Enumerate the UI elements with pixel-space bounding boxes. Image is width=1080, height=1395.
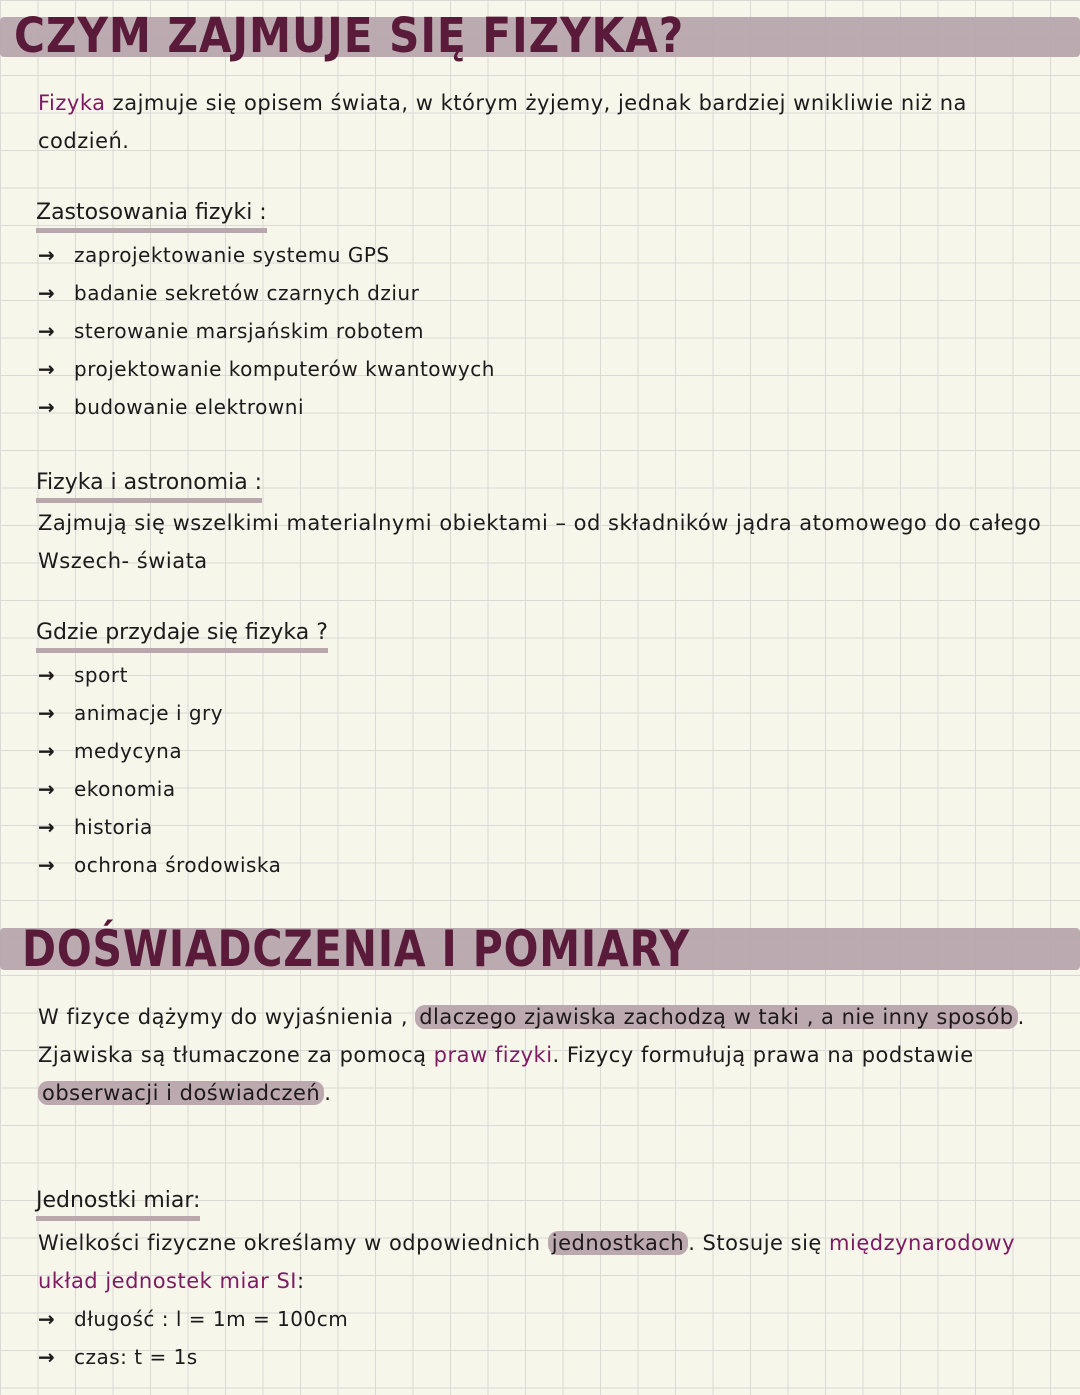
- arrow-icon: →: [38, 739, 56, 763]
- units-text: . Stosuje się: [688, 1231, 822, 1255]
- arrow-icon: →: [38, 1307, 56, 1331]
- intro-text: zajmuje się opisem świata, w którym żyjemy, jednak bardziej wnikliwie niż na codzień.: [38, 91, 967, 153]
- list-item-label: medycyna: [74, 739, 183, 763]
- list-item-label: animacje i gry: [74, 701, 224, 725]
- units-text: :: [296, 1269, 305, 1293]
- arrow-icon: →: [38, 853, 56, 877]
- arrow-icon: →: [38, 395, 56, 419]
- arrow-icon: →: [38, 1345, 56, 1369]
- experiments-paragraph: [38, 998, 1048, 1112]
- section-title: DOŚWIADCZENIA I POMIARY: [22, 920, 691, 978]
- applications-heading-label: Zastosowania fizyki :: [36, 198, 267, 233]
- units-paragraph: [38, 1224, 1048, 1300]
- units-heading-label: Jednostki miar:: [36, 1186, 200, 1221]
- units-text: Wielkości fizyczne określamy w odpowiednich: [38, 1231, 541, 1255]
- arrow-icon: →: [38, 815, 56, 839]
- list-item-label: projektowanie komputerów kwantowych: [74, 357, 495, 381]
- list-item: [38, 694, 281, 732]
- list-item-label: zaprojektowanie systemu GPS: [74, 243, 390, 267]
- intro-paragraph: [38, 84, 1048, 160]
- term-fizyka: Fizyka: [38, 91, 106, 115]
- astronomy-heading: [36, 468, 262, 503]
- list-item-label: sterowanie marsjańskim robotem: [74, 319, 424, 343]
- list-item: [38, 732, 281, 770]
- highlight-observations: obserwacji i doświadczeń: [38, 1081, 324, 1105]
- units-heading: [36, 1186, 200, 1221]
- term-si: międzynarodowy układ jednostek miar SI: [38, 1231, 1016, 1293]
- term-laws: praw fizyki: [433, 1043, 553, 1067]
- list-item: [38, 350, 495, 388]
- highlight-units: jednostkach: [548, 1231, 688, 1255]
- astronomy-heading-label: Fizyka i astronomia :: [36, 468, 262, 503]
- page-title: CZYM ZAJMUJE SIĘ FIZYKA?: [14, 8, 685, 64]
- applications-heading: [36, 198, 267, 233]
- arrow-icon: →: [38, 281, 56, 305]
- useful-heading-label: Gdzie przydaje się fizyka ?: [36, 618, 328, 653]
- arrow-icon: →: [38, 701, 56, 725]
- list-item: [38, 808, 281, 846]
- list-item: [38, 846, 281, 884]
- list-item: [38, 312, 495, 350]
- list-item: [38, 1338, 348, 1376]
- para-text: W fizyce dążymy do wyjaśnienia ,: [38, 1005, 408, 1029]
- arrow-icon: →: [38, 357, 56, 381]
- list-item-label: badanie sekretów czarnych dziur: [74, 281, 420, 305]
- units-list: [38, 1300, 348, 1376]
- list-item: [38, 1300, 348, 1338]
- useful-heading: [36, 618, 328, 653]
- list-item-label: sport: [74, 663, 128, 687]
- arrow-icon: →: [38, 777, 56, 801]
- arrow-icon: →: [38, 243, 56, 267]
- arrow-icon: →: [38, 663, 56, 687]
- list-item: [38, 236, 495, 274]
- applications-list: [38, 236, 495, 426]
- list-item-label: ochrona środowiska: [74, 853, 282, 877]
- list-item-label: historia: [74, 815, 153, 839]
- list-item-label: czas: t = 1s: [74, 1345, 198, 1369]
- arrow-icon: →: [38, 319, 56, 343]
- useful-list: [38, 656, 281, 884]
- list-item: [38, 770, 281, 808]
- astronomy-text: Zajmują się wszelkimi materialnymi obiektami – od składników jądra atomowego do całego Wszech- świata: [38, 511, 1042, 573]
- list-item-label: ekonomia: [74, 777, 176, 801]
- list-item: [38, 388, 495, 426]
- para-text: .: [324, 1081, 332, 1105]
- highlight-why: dlaczego zjawiska zachodzą w taki , a nie inny sposób: [415, 1005, 1017, 1029]
- para-text: . Fizycy formułują prawa na podstawie: [552, 1043, 974, 1067]
- list-item-label: długość : l = 1m = 100cm: [74, 1307, 349, 1331]
- para-text: . Zjawiska są tłumaczone za pomocą: [38, 1005, 1025, 1067]
- list-item-label: budowanie elektrowni: [74, 395, 305, 419]
- list-item: [38, 656, 281, 694]
- list-item: [38, 274, 495, 312]
